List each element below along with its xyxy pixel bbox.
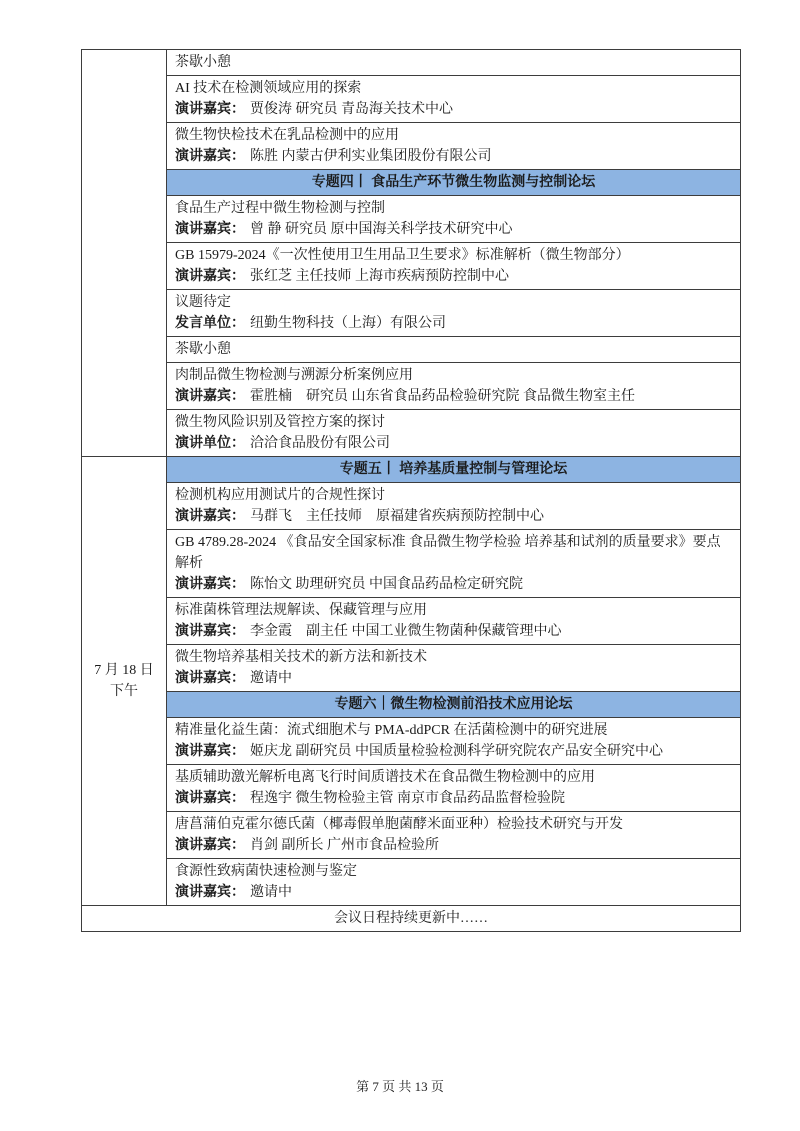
session-cell bbox=[167, 765, 741, 812]
session-cell bbox=[167, 859, 741, 906]
table-row bbox=[82, 859, 741, 906]
table-row bbox=[82, 645, 741, 692]
session-title: GB 4789.28-2024 《食品安全国家标准 食品微生物学检验 培养基和试剂的质量要求》要点解析 bbox=[175, 535, 721, 571]
speaker-line bbox=[175, 266, 732, 287]
date-line2: 下午 bbox=[110, 684, 138, 699]
speaker-value: 李金霞 副主任 中国工业微生物菌种保藏管理中心 bbox=[250, 624, 562, 639]
speaker-label: 演讲嘉宾： bbox=[175, 885, 245, 900]
speaker-value: 纽勤生物科技（上海）有限公司 bbox=[250, 316, 446, 331]
speaker-label: 演讲嘉宾： bbox=[175, 791, 245, 806]
table-row bbox=[82, 906, 741, 932]
session-title: 标准菌株管理法规解读、保藏管理与应用 bbox=[175, 603, 427, 618]
session-cell bbox=[167, 196, 741, 243]
session-title: 微生物快检技术在乳品检测中的应用 bbox=[175, 128, 399, 143]
table-row bbox=[82, 290, 741, 337]
session-cell bbox=[167, 410, 741, 457]
table-row bbox=[82, 123, 741, 170]
session-title: 议题待定 bbox=[175, 295, 231, 310]
break-label: 茶歇小憩 bbox=[175, 342, 231, 357]
session-cell bbox=[167, 812, 741, 859]
session-cell bbox=[167, 483, 741, 530]
speaker-value: 霍胜楠 研究员 山东省食品药品检验研究院 食品微生物室主任 bbox=[250, 389, 635, 404]
speaker-label: 发言单位： bbox=[175, 316, 245, 331]
session-cell bbox=[167, 290, 741, 337]
table-row bbox=[82, 718, 741, 765]
table-row bbox=[82, 530, 741, 598]
session-title: 唐菖蒲伯克霍尔德氏菌（椰毒假单胞菌酵米面亚种）检验技术研究与开发 bbox=[175, 817, 623, 832]
speaker-label: 演讲嘉宾： bbox=[175, 269, 245, 284]
speaker-line bbox=[175, 741, 732, 762]
speaker-label: 演讲嘉宾： bbox=[175, 222, 245, 237]
speaker-line bbox=[175, 146, 732, 167]
topic-header-5: 专题五丨 培养基质量控制与管理论坛 bbox=[167, 457, 741, 483]
speaker-value: 曾 静 研究员 原中国海关科学技术研究中心 bbox=[250, 222, 513, 237]
speaker-line bbox=[175, 313, 732, 334]
speaker-label: 演讲嘉宾： bbox=[175, 838, 245, 853]
table-row bbox=[82, 76, 741, 123]
table-row bbox=[82, 812, 741, 859]
session-cell bbox=[167, 645, 741, 692]
speaker-value: 程逸宇 微生物检验主管 南京市食品药品监督检验院 bbox=[250, 791, 565, 806]
speaker-label: 演讲嘉宾： bbox=[175, 509, 245, 524]
table-row bbox=[82, 170, 741, 196]
speaker-label: 演讲嘉宾： bbox=[175, 149, 245, 164]
table-row bbox=[82, 243, 741, 290]
table-row bbox=[82, 765, 741, 812]
speaker-value: 张红芝 主任技师 上海市疾病预防控制中心 bbox=[250, 269, 509, 284]
date-cell-empty bbox=[82, 50, 167, 457]
table-row bbox=[82, 457, 741, 483]
session-title: 检测机构应用测试片的合规性探讨 bbox=[175, 488, 385, 503]
session-cell bbox=[167, 718, 741, 765]
break-cell bbox=[167, 50, 741, 76]
break-label: 茶歇小憩 bbox=[175, 55, 231, 70]
speaker-label: 演讲嘉宾： bbox=[175, 102, 245, 117]
speaker-label: 演讲嘉宾： bbox=[175, 577, 245, 592]
schedule-table bbox=[81, 49, 741, 932]
speaker-label: 演讲嘉宾： bbox=[175, 744, 245, 759]
table-row bbox=[82, 196, 741, 243]
table-row bbox=[82, 598, 741, 645]
date-cell bbox=[82, 457, 167, 906]
speaker-value: 贾俊涛 研究员 青岛海关技术中心 bbox=[250, 102, 453, 117]
speaker-line bbox=[175, 386, 732, 407]
session-cell bbox=[167, 76, 741, 123]
session-title: AI 技术在检测领域应用的探索 bbox=[175, 81, 362, 96]
speaker-label: 演讲嘉宾： bbox=[175, 624, 245, 639]
topic-header-6: 专题六｜微生物检测前沿技术应用论坛 bbox=[167, 692, 741, 718]
speaker-value: 邀请中 bbox=[250, 885, 292, 900]
session-title: 食品生产过程中微生物检测与控制 bbox=[175, 201, 385, 216]
speaker-line bbox=[175, 99, 732, 120]
speaker-line bbox=[175, 219, 732, 240]
break-cell bbox=[167, 337, 741, 363]
table-row bbox=[82, 692, 741, 718]
speaker-line bbox=[175, 574, 732, 595]
table-row bbox=[82, 50, 741, 76]
session-cell bbox=[167, 123, 741, 170]
session-title: 基质辅助激光解析电离飞行时间质谱技术在食品微生物检测中的应用 bbox=[175, 770, 595, 785]
speaker-value: 陈怡文 助理研究员 中国食品药品检定研究院 bbox=[250, 577, 523, 592]
speaker-label: 演讲嘉宾： bbox=[175, 389, 245, 404]
session-cell bbox=[167, 530, 741, 598]
session-title: GB 15979-2024《一次性使用卫生用品卫生要求》标准解析（微生物部分） bbox=[175, 248, 630, 263]
speaker-line bbox=[175, 506, 732, 527]
speaker-line bbox=[175, 668, 732, 689]
topic-header-4: 专题四丨 食品生产环节微生物监测与控制论坛 bbox=[167, 170, 741, 196]
speaker-value: 洽洽食品股份有限公司 bbox=[250, 436, 390, 451]
schedule-update-note: 会议日程持续更新中…… bbox=[82, 906, 741, 932]
table-row bbox=[82, 337, 741, 363]
table-row bbox=[82, 363, 741, 410]
page-number: 第 7 页 共 13 页 bbox=[356, 1079, 444, 1094]
table-row bbox=[82, 410, 741, 457]
speaker-label: 演讲嘉宾： bbox=[175, 671, 245, 686]
date-line1: 7 月 18 日 bbox=[94, 663, 154, 678]
session-title: 微生物风险识别及管控方案的探讨 bbox=[175, 415, 385, 430]
table-row bbox=[82, 483, 741, 530]
session-cell bbox=[167, 243, 741, 290]
session-title: 微生物培养基相关技术的新方法和新技术 bbox=[175, 650, 427, 665]
session-cell bbox=[167, 598, 741, 645]
session-title: 食源性致病菌快速检测与鉴定 bbox=[175, 864, 357, 879]
session-title: 精准量化益生菌：流式细胞术与 PMA-ddPCR 在活菌检测中的研究进展 bbox=[175, 723, 608, 738]
speaker-value: 陈胜 内蒙古伊利实业集团股份有限公司 bbox=[250, 149, 492, 164]
session-title: 肉制品微生物检测与溯源分析案例应用 bbox=[175, 368, 413, 383]
speaker-line bbox=[175, 882, 732, 903]
speaker-label: 演讲单位： bbox=[175, 436, 245, 451]
speaker-value: 邀请中 bbox=[250, 671, 292, 686]
speaker-line bbox=[175, 788, 732, 809]
speaker-value: 肖剑 副所长 广州市食品检验所 bbox=[250, 838, 439, 853]
speaker-value: 姬庆龙 副研究员 中国质量检验检测科学研究院农产品安全研究中心 bbox=[250, 744, 663, 759]
speaker-line bbox=[175, 835, 732, 856]
session-cell bbox=[167, 363, 741, 410]
speaker-value: 马群飞 主任技师 原福建省疾病预防控制中心 bbox=[250, 509, 544, 524]
speaker-line bbox=[175, 621, 732, 642]
speaker-line bbox=[175, 433, 732, 454]
